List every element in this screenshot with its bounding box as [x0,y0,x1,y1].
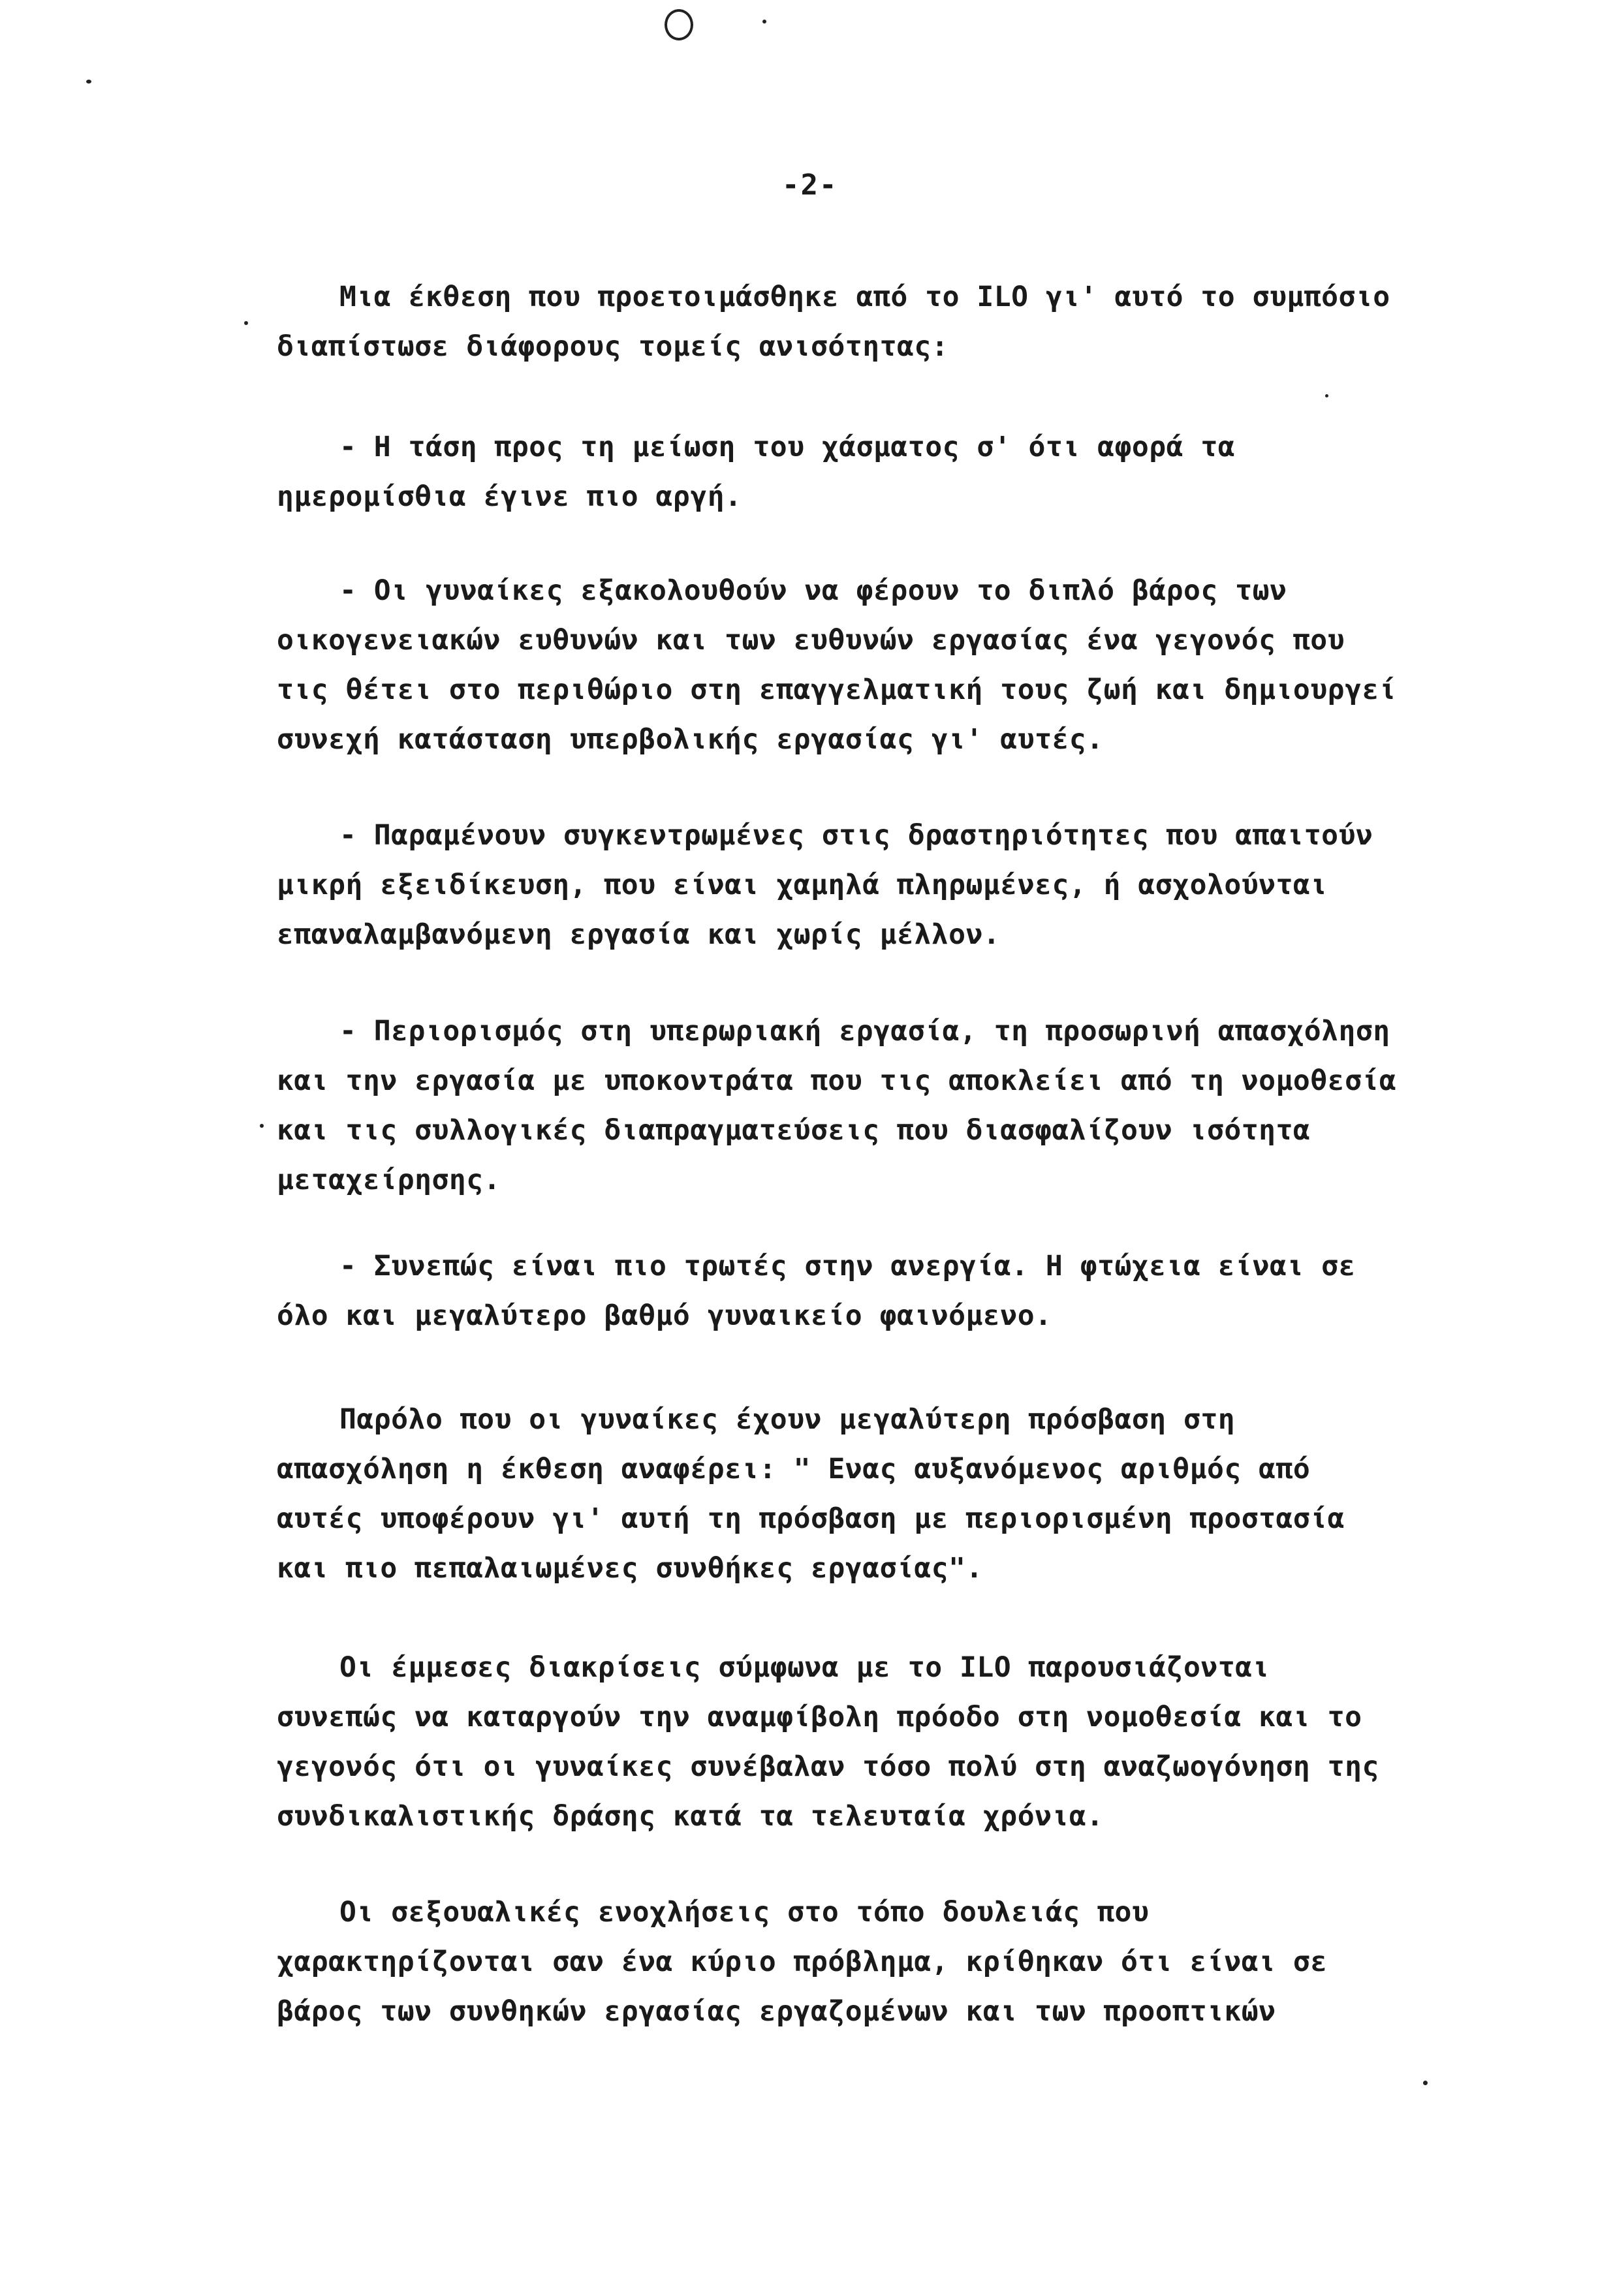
scan-speck [244,321,248,325]
paragraph-line: Οι έμμεσες διακρίσεις σύμφωνα με το ILO παρουσιάζονται [339,1651,1270,1684]
paragraph-line: - Οι γυναίκες εξακολουθούν να φέρουν το διπλό βάρος των [339,574,1287,607]
scan-speck [762,20,766,23]
page-number: -2- [782,168,838,202]
paragraph-line: διαπίστωσε διάφορους τομείς ανισότητας: [277,330,949,363]
paragraph-line: μεταχείρησης. [277,1164,501,1196]
paragraph-line: Παρόλο που οι γυναίκες έχουν μεγαλύτερη πρόσβαση στη [339,1403,1236,1436]
paragraph-line: και την εργασία με υποκοντράτα που τις αποκλείει από τη νομοθεσία [277,1064,1397,1097]
paragraph-line: όλο και μεγαλύτερο βαθμό γυναικείο φαινόμενο. [277,1299,1052,1332]
paragraph-line: επαναλαμβανόμενη εργασία και χωρίς μέλλον. [277,918,1001,951]
paragraph-line: απασχόληση η έκθεση αναφέρει: " Ενας αυξανόμενος αριθμός από [277,1453,1311,1485]
paragraph-line: τις θέτει στο περιθώριο στη επαγγελματική τους ζωή και δημιουργεί [277,674,1397,706]
paragraph-line: - Η τάση προς τη μείωση του χάσματος σ' ότι αφορά τα [339,431,1236,463]
paragraph-line: συνεπώς να καταργούν την αναμφίβολη πρόοδο στη νομοθεσία και το [277,1701,1362,1733]
paragraph-line: μικρή εξειδίκευση, που είναι χαμηλά πληρωμένες, ή ασχολούνται [277,869,1328,901]
scan-speck [86,80,91,84]
punch-hole-mark [665,9,693,40]
paragraph-line: Μια έκθεση που προετοιμάσθηκε από το ILO γι' αυτό το συμπόσιο [339,281,1390,313]
paragraph-line: βάρος των συνθηκών εργασίας εργαζομένων και των προοπτικών [277,1995,1276,2028]
scan-speck [1325,394,1328,397]
paragraph-line: - Παραμένουν συγκεντρωμένες στις δραστηριότητες που απαιτούν [339,819,1373,852]
paragraph-line: και πιο πεπαλαιωμένες συνθήκες εργασίας". [277,1552,983,1585]
paragraph-line: και τις συλλογικές διαπραγματεύσεις που διασφαλίζουν ισότητα [277,1114,1311,1147]
paragraph-line: γεγονός ότι οι γυναίκες συνέβαλαν τόσο πολύ στη αναζωογόνηση της [277,1750,1379,1783]
paragraph-line: χαρακτηρίζονται σαν ένα κύριο πρόβλημα, κρίθηκαν ότι είναι σε [277,1946,1328,1978]
paragraph-line: αυτές υποφέρουν γι' αυτή τη πρόσβαση με περιορισμένη προστασία [277,1502,1345,1535]
paragraph-line: συνδικαλιστικής δράσης κατά τα τελευταία χρόνια. [277,1800,1104,1833]
paragraph-line: οικογενειακών ευθυνών και των ευθυνών εργασίας ένα γεγονός που [277,624,1345,657]
scan-speck [1423,2081,1428,2085]
paragraph-line: Οι σεξουαλικές ενοχλήσεις στο τόπο δουλειάς που [339,1896,1150,1929]
scan-speck [260,1124,264,1128]
paragraph-line: συνεχή κατάσταση υπερβολικής εργασίας γι' αυτές. [277,723,1104,756]
paragraph-line: - Συνεπώς είναι πιο τρωτές στην ανεργία. Η φτώχεια είναι σε [339,1250,1356,1282]
paragraph-line: - Περιορισμός στη υπερωριακή εργασία, τη προσωρινή απασχόληση [339,1015,1390,1047]
paragraph-line: ημερομίσθια έγινε πιο αργή. [277,480,742,513]
